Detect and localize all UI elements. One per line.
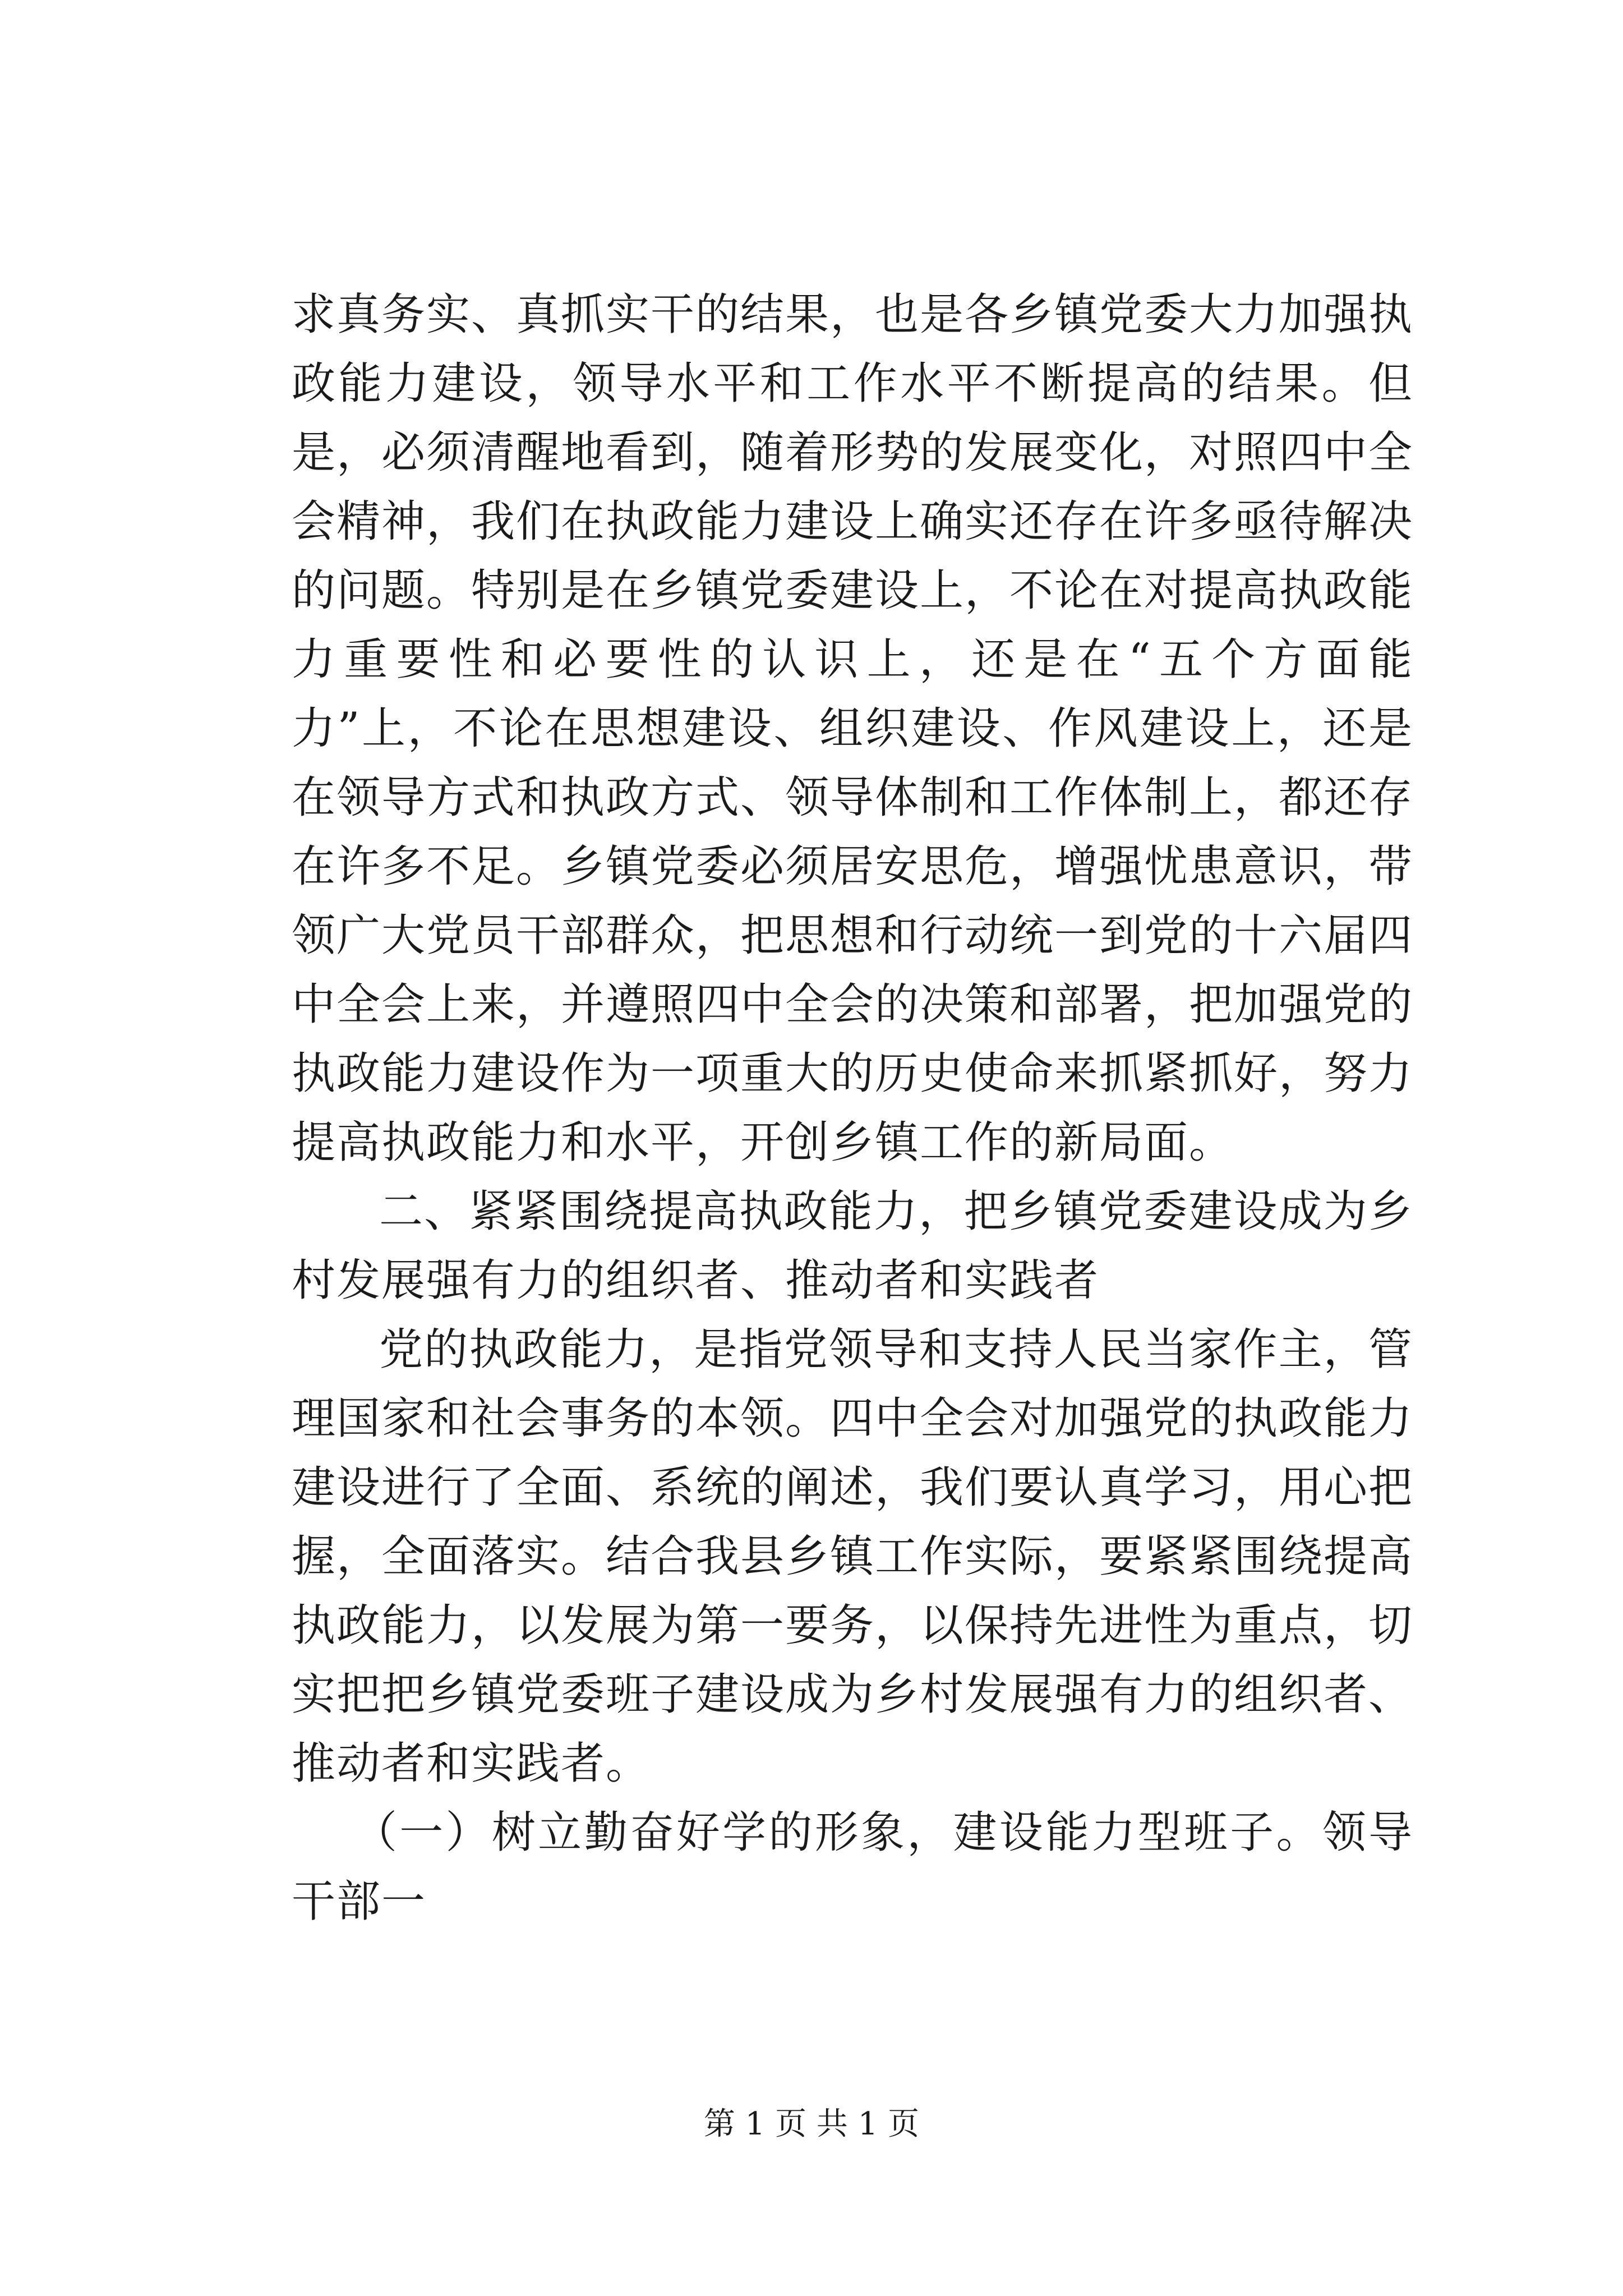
paragraph-continuation: 求真务实、真抓实干的结果，也是各乡镇党委大力加强执政能力建设，领导水平和工作水平不断提高的结果。但是，必须清醒地看到，随着形势的发展变化，对照四中全会精神，我们在执政能力建设上确实还存在许多亟待解决的问题。特别是在乡镇党委建设上，不论在对提高执政能力重要性和必要性的认识上，还是在“五个方面能力”上，不论在思想建设、组织建设、作风建设上，还是在领导方式和执政方式、领导体制和工作体制上，都还存在许多不足。乡镇党委必须居安思危，增强忧患意识，带领广大党员干部群众，把思想和行动统一到党的十六届四中全会上来，并遵照四中全会的决策和部署，把加强党的执政能力建设作为一项重大的历史使命来抓紧抓好，努力提高执政能力和水平，开创乡镇工作的新局面。 [292, 289, 1414, 1168]
paragraph-governing-ability: 党的执政能力，是指党领导和支持人民当家作主，管理国家和社会事务的本领。四中全会对加强党的执政能力建设进行了全面、系统的阐述，我们要认真学习，用心把握，全面落实。结合我县乡镇工作实际，要紧紧围绕提高执政能力，以发展为第一要务，以保持先进性为重点，切实把把乡镇党委班子建设成为乡村发展强有力的组织者、推动者和实践者。 [292, 1324, 1414, 1789]
page-footer: 第 1 页 共 1 页 [703, 2106, 920, 2142]
section-heading: 二、紧紧围绕提高执政能力，把乡镇党委建设成为乡村发展强有力的组织者、推动者和实践者 [292, 1186, 1413, 1306]
document-body [292, 280, 1413, 1936]
subsection-heading: （一）树立勤奋好学的形象，建设能力型班子。领导干部一 [292, 1807, 1413, 1927]
